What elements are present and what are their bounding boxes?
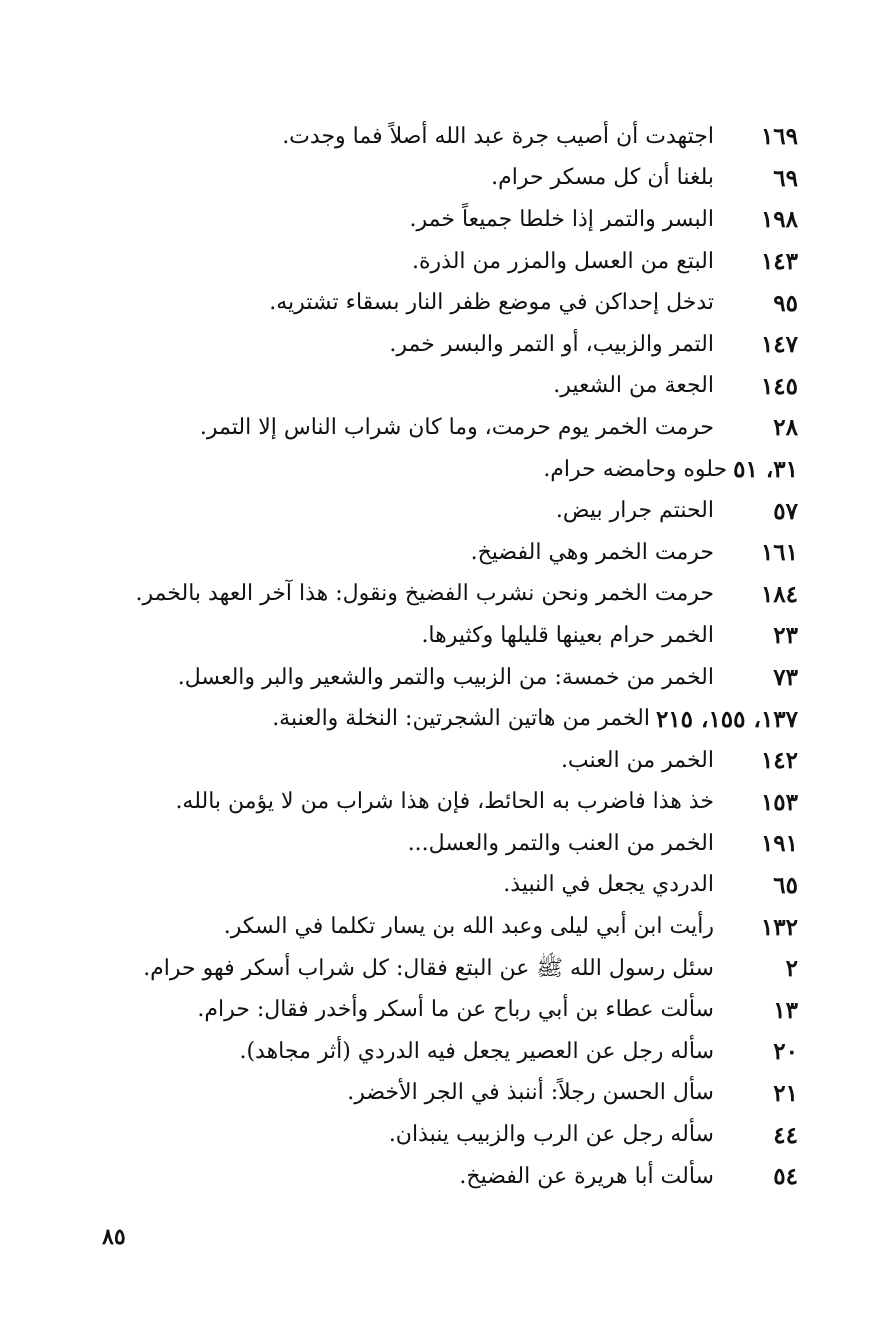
entry-text: الخمر حرام بعينها قليلها وكثيرها. (421, 622, 714, 648)
hadith-index-list (38, 116, 798, 1197)
entry-text: حرمت الخمر يوم حرمت، وما كان شراب الناس إلا التمر. (199, 414, 714, 440)
index-entry (38, 782, 798, 824)
entry-ref: ٥٧ (773, 497, 798, 525)
entry-text: الحنتم جرار بيض. (555, 498, 714, 524)
index-entry (38, 449, 798, 491)
entry-ref: ٧٣ (773, 664, 798, 692)
index-entry (38, 199, 798, 241)
index-entry (38, 989, 798, 1031)
entry-text: حرمت الخمر وهي الفضيخ. (470, 539, 714, 565)
entry-text: بلغنا أن كل مسكر حرام. (491, 165, 714, 191)
index-entry (38, 1156, 798, 1198)
entry-ref: ٢ (785, 955, 798, 983)
entry-ref: ٢١ (773, 1079, 798, 1107)
index-entry (38, 324, 798, 366)
entry-ref: ١٣ (773, 996, 798, 1024)
entry-text: حرمت الخمر ونحن نشرب الفضيخ ونقول: هذا آخر العهد بالخمر. (135, 581, 714, 607)
page-number: ٨٥ (102, 1224, 126, 1250)
index-entry (38, 158, 798, 200)
index-entry (38, 1073, 798, 1115)
entry-ref: ٤٤ (773, 1121, 798, 1149)
index-entry (38, 282, 798, 324)
index-entry (38, 948, 798, 990)
entry-ref: ١٣٢ (760, 913, 798, 941)
entry-ref: ١٩١ (760, 830, 798, 858)
entry-text: اجتهدت أن أصيب جرة عبد الله أصلاً فما وجدت. (282, 123, 714, 149)
entry-text: الخمر من العنب والتمر والعسل... (407, 830, 714, 856)
entry-ref: ٢٨ (773, 414, 798, 442)
index-entry (38, 698, 798, 740)
index-entry (38, 657, 798, 699)
entry-text: البسر والتمر إذا خلطا جميعاً خمر. (409, 206, 714, 232)
entry-text: سألت أبا هريرة عن الفضيخ. (459, 1163, 714, 1189)
entry-ref: ١٦١ (760, 539, 798, 567)
entry-text: الجعة من الشعير. (553, 373, 714, 399)
entry-text: سأله رجل عن العصير يجعل فيه الدردي (أثر مجاهد). (239, 1038, 714, 1064)
entry-text: الدردي يجعل في النبيذ. (503, 872, 714, 898)
index-entry (38, 407, 798, 449)
entry-ref: ١٩٨ (760, 206, 798, 234)
index-entry (38, 574, 798, 616)
index-entry (38, 615, 798, 657)
entry-ref: ١٤٢ (760, 747, 798, 775)
entry-text: سألت عطاء بن أبي رباح عن ما أسكر وأخدر فقال: حرام. (197, 997, 714, 1023)
entry-ref: ١٣٧، ١٥٥، ٢١٥ (655, 705, 798, 733)
entry-text: الخمر من هاتين الشجرتين: النخلة والعنبة. (272, 706, 650, 732)
entry-ref: ١٤٥ (760, 372, 798, 400)
entry-ref: ٩٥ (773, 289, 798, 317)
index-entry (38, 906, 798, 948)
index-entry (38, 366, 798, 408)
entry-text: خذ هذا فاضرب به الحائط، فإن هذا شراب من لا يؤمن بالله. (175, 789, 714, 815)
entry-ref: ٢٠ (773, 1038, 798, 1066)
entry-ref: ١٤٧ (760, 331, 798, 359)
entry-text: سئل رسول الله ﷺ عن البتع فقال: كل شراب أسكر فهو حرام. (143, 955, 714, 981)
entry-text: الخمر من خمسة: من الزبيب والتمر والشعير والبر والعسل. (177, 664, 714, 690)
entry-text: الخمر من العنب. (560, 747, 714, 773)
entry-text: التمر والزبيب، أو التمر والبسر خمر. (389, 331, 714, 357)
entry-ref: ١٦٩ (760, 123, 798, 151)
index-entry (38, 116, 798, 158)
entry-ref: ٣١، ٥١ (733, 456, 798, 484)
entry-ref: ١٥٣ (760, 788, 798, 816)
entry-text: تدخل إحداكن في موضع ظفر النار بسقاء تشتريه. (269, 290, 714, 316)
index-entry (38, 532, 798, 574)
index-entry (38, 241, 798, 283)
index-entry (38, 865, 798, 907)
index-entry (38, 1114, 798, 1156)
index-entry (38, 823, 798, 865)
index-entry (38, 1031, 798, 1073)
index-entry (38, 740, 798, 782)
entry-ref: ٦٩ (773, 164, 798, 192)
entry-ref: ٥٤ (773, 1163, 798, 1191)
entry-ref: ٦٥ (773, 871, 798, 899)
entry-text: سأل الحسن رجلاً: أننبذ في الجر الأخضر. (347, 1080, 714, 1106)
entry-text: سأله رجل عن الرب والزبيب ينبذان. (388, 1122, 714, 1148)
entry-ref: ١٤٣ (760, 248, 798, 276)
entry-ref: ١٨٤ (760, 580, 798, 608)
index-entry (38, 490, 798, 532)
entry-ref: ٢٣ (773, 622, 798, 650)
entry-text: رأيت ابن أبي ليلى وعبد الله بن يسار تكلما في السكر. (223, 914, 714, 940)
entry-text: البتع من العسل والمزر من الذرة. (412, 248, 714, 274)
entry-text: حلوه وحامضه حرام. (543, 456, 728, 482)
